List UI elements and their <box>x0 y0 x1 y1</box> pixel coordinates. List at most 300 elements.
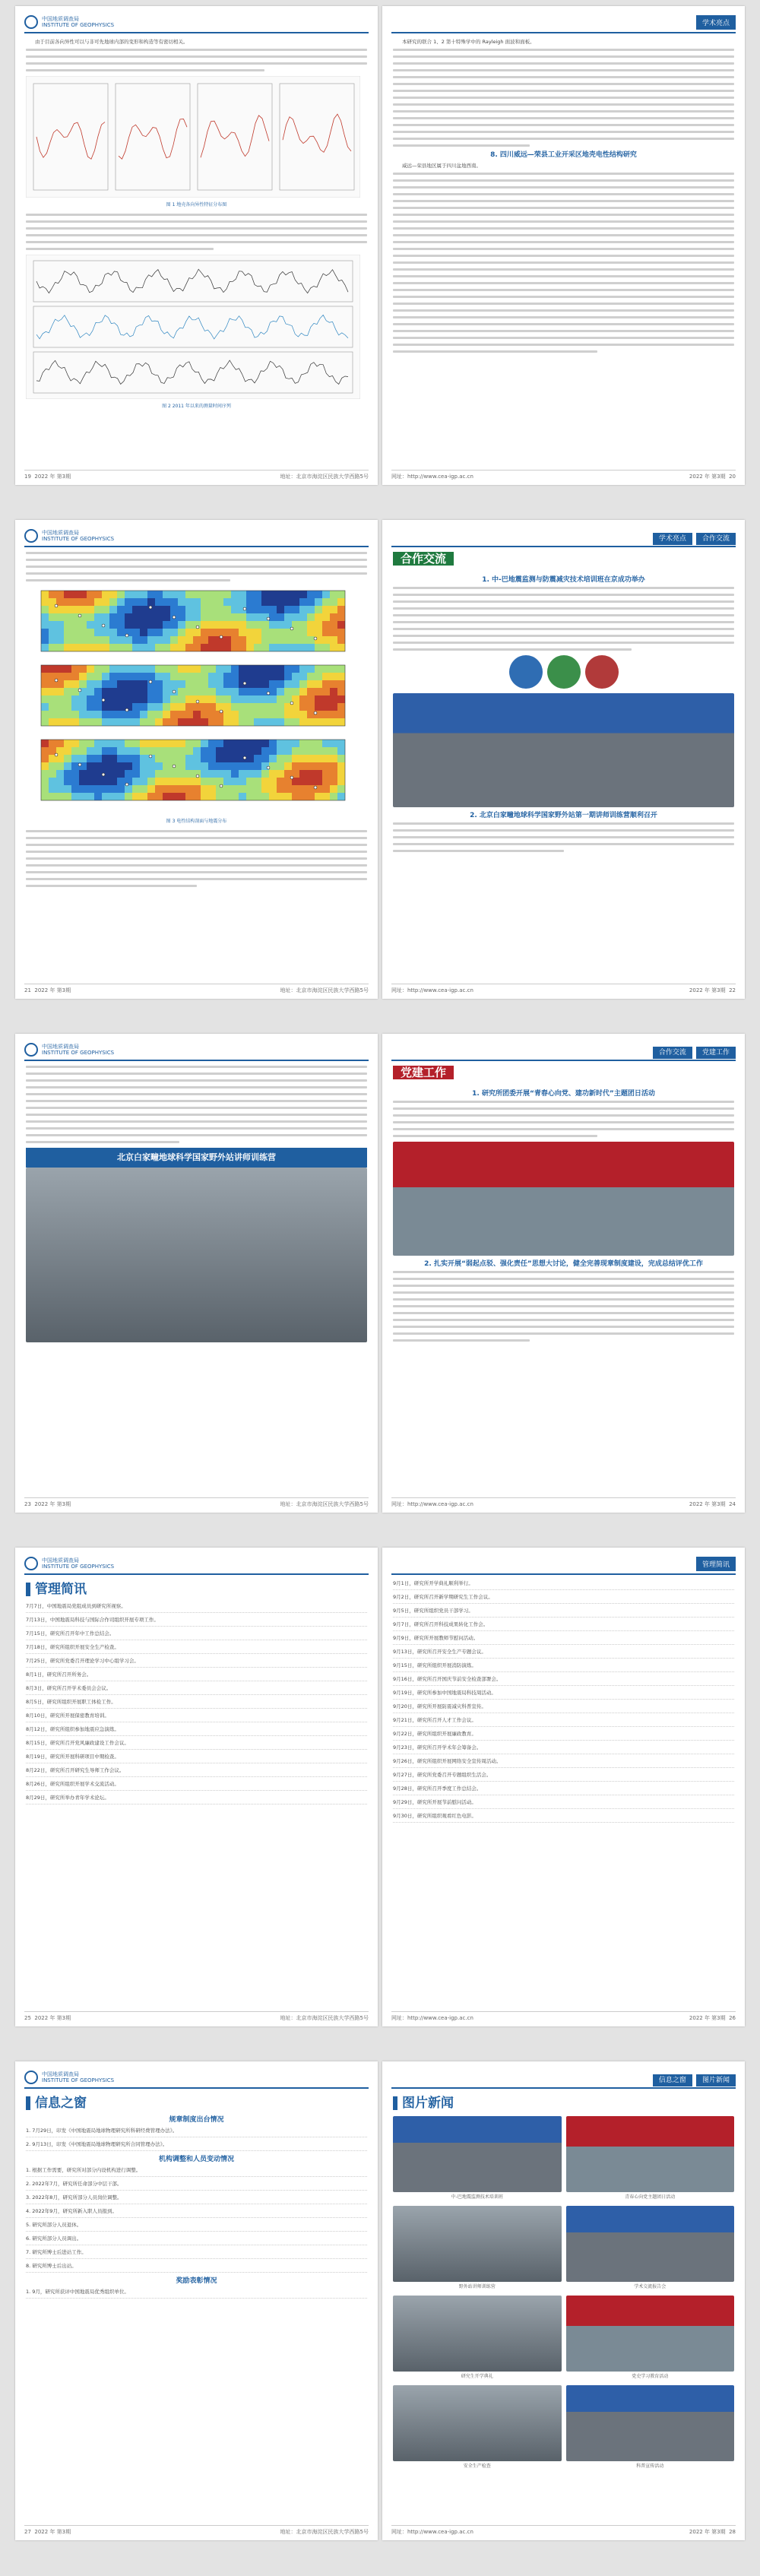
resistivity-cell <box>117 613 125 621</box>
page-footer: 27 2022 年 第3期 地址：北京市海淀区民族大学西路5号 <box>24 2525 369 2536</box>
resistivity-cell <box>269 711 277 718</box>
resistivity-cell <box>231 621 239 629</box>
resistivity-cell <box>87 778 94 785</box>
resistivity-cell <box>109 636 117 644</box>
resistivity-cell <box>79 621 87 629</box>
resistivity-cell <box>79 644 87 651</box>
resistivity-cell <box>155 755 163 762</box>
resistivity-cell <box>87 598 94 606</box>
resistivity-cell <box>79 680 87 688</box>
section-heading: 8. 四川威远—荣县工业开采区地壳电性结构研究 <box>490 151 637 159</box>
earthquake-marker <box>290 776 293 779</box>
resistivity-cell <box>299 680 307 688</box>
page-20 <box>382 6 745 485</box>
resistivity-cell <box>79 695 87 703</box>
resistivity-cell <box>102 665 109 673</box>
page-footer: 25 2022 年 第3期 地址：北京市海淀区民族大学西路5号 <box>24 2011 369 2022</box>
management-news-item: 7月15日，研究所召开年中工作总结会。 <box>26 1630 367 1640</box>
resistivity-cell <box>277 711 284 718</box>
award-item: 1. 9月，研究所获评中国地震局优秀组织单位。 <box>26 2288 367 2299</box>
resistivity-cell <box>79 747 87 755</box>
training-group-photo <box>26 1168 367 1342</box>
resistivity-cell <box>155 770 163 778</box>
resistivity-cell <box>87 703 94 711</box>
logo-en: INSTITUTE OF GEOPHYSICS <box>42 1564 115 1570</box>
resistivity-cell <box>223 673 231 680</box>
resistivity-cell <box>201 636 208 644</box>
resistivity-cell <box>277 747 284 755</box>
resistivity-cell <box>322 711 330 718</box>
resistivity-cell <box>254 644 261 651</box>
resistivity-cell <box>163 762 170 770</box>
resistivity-cell <box>223 688 231 695</box>
resistivity-cell <box>246 644 254 651</box>
resistivity-cell <box>223 711 231 718</box>
resistivity-cell <box>216 673 223 680</box>
resistivity-cell <box>132 621 140 629</box>
resistivity-cell <box>322 680 330 688</box>
resistivity-cell <box>269 785 277 793</box>
resistivity-cell <box>64 644 71 651</box>
resistivity-cell <box>307 793 315 800</box>
news-1-title: 1. 中-巴地震监测与防震减灾技术培训班在京成功举办 <box>482 576 645 584</box>
resistivity-cell <box>49 785 56 793</box>
resistivity-cell <box>254 740 261 747</box>
resistivity-cell <box>87 688 94 695</box>
resistivity-cell <box>201 688 208 695</box>
resistivity-cell <box>102 762 109 770</box>
logo-en: INSTITUTE OF GEOPHYSICS <box>42 22 115 28</box>
resistivity-cell <box>71 606 79 613</box>
resistivity-cell <box>170 740 178 747</box>
resistivity-cell <box>147 621 155 629</box>
resistivity-cell <box>125 621 132 629</box>
earthquake-marker <box>290 702 293 705</box>
resistivity-cell <box>140 598 147 606</box>
section-tag-party: 党建工作 <box>696 1047 736 1059</box>
resistivity-cell <box>140 673 147 680</box>
resistivity-cell <box>132 793 140 800</box>
resistivity-cell <box>140 755 147 762</box>
resistivity-cell <box>208 688 216 695</box>
resistivity-cell <box>155 591 163 598</box>
resistivity-cell <box>64 785 71 793</box>
resistivity-cell <box>299 703 307 711</box>
resistivity-cell <box>163 740 170 747</box>
resistivity-cell <box>216 718 223 726</box>
resistivity-cell <box>87 606 94 613</box>
resistivity-cell <box>102 740 109 747</box>
resistivity-cell <box>261 778 269 785</box>
resistivity-cell <box>201 747 208 755</box>
figure-1-anisotropy-plot <box>26 76 360 198</box>
resistivity-cell <box>170 711 178 718</box>
resistivity-cell <box>193 636 201 644</box>
management-news-item: 8月19日，研究所开展科研项目中期检查。 <box>26 1753 367 1763</box>
resistivity-cell <box>125 644 132 651</box>
resistivity-cell <box>125 740 132 747</box>
resistivity-cell <box>117 680 125 688</box>
resistivity-cell <box>299 613 307 621</box>
resistivity-cell <box>261 680 269 688</box>
resistivity-cell <box>87 793 94 800</box>
resistivity-cell <box>79 785 87 793</box>
logo-cn: 中国地质调查局 <box>42 2071 79 2077</box>
resistivity-cell <box>261 793 269 800</box>
resistivity-cell <box>208 740 216 747</box>
management-news-list <box>26 1602 367 1804</box>
resistivity-cell <box>254 695 261 703</box>
resistivity-cell <box>109 688 117 695</box>
resistivity-cell <box>64 740 71 747</box>
resistivity-cell <box>125 755 132 762</box>
resistivity-cell <box>246 793 254 800</box>
resistivity-cell <box>254 703 261 711</box>
resistivity-cell <box>185 762 193 770</box>
management-news-item: 7月13日，中国地震局科技与国际合作司组织开展专项工作。 <box>26 1616 367 1627</box>
page-21 <box>15 520 378 999</box>
resistivity-cell <box>337 613 345 621</box>
page-27 <box>15 2061 378 2540</box>
management-news-item: 9月23日，研究所召开学术年会筹备会。 <box>393 1744 734 1754</box>
resistivity-cell <box>223 762 231 770</box>
resistivity-cell <box>337 785 345 793</box>
earthquake-marker <box>314 711 317 714</box>
resistivity-cell <box>223 703 231 711</box>
resistivity-cell <box>223 770 231 778</box>
resistivity-cell <box>64 606 71 613</box>
resistivity-cell <box>64 629 71 636</box>
resistivity-cell <box>56 688 64 695</box>
partner-logo-icon <box>509 655 543 689</box>
resistivity-cell <box>193 644 201 651</box>
resistivity-cell <box>284 785 292 793</box>
resistivity-cell <box>155 644 163 651</box>
resistivity-cell <box>163 613 170 621</box>
resistivity-cell <box>315 695 322 703</box>
management-news-item: 9月26日，研究所组织开展网络安全宣传周活动。 <box>393 1757 734 1768</box>
resistivity-cell <box>231 793 239 800</box>
resistivity-cell <box>170 629 178 636</box>
resistivity-cell <box>163 718 170 726</box>
photo-grid <box>393 2116 734 2470</box>
resistivity-cell <box>216 688 223 695</box>
resistivity-cell <box>330 703 337 711</box>
resistivity-cell <box>109 673 117 680</box>
resistivity-cell <box>109 747 117 755</box>
resistivity-cell <box>231 644 239 651</box>
earthquake-marker <box>125 783 128 786</box>
resistivity-cell <box>246 695 254 703</box>
resistivity-cell <box>87 644 94 651</box>
resistivity-cell <box>109 711 117 718</box>
resistivity-cell <box>79 793 87 800</box>
resistivity-cell <box>163 629 170 636</box>
resistivity-cell <box>41 598 49 606</box>
resistivity-cell <box>102 793 109 800</box>
resistivity-cell <box>185 711 193 718</box>
resistivity-cell <box>147 591 155 598</box>
resistivity-cell <box>284 665 292 673</box>
resistivity-cell <box>94 688 102 695</box>
resistivity-cell <box>277 629 284 636</box>
resistivity-cell <box>315 703 322 711</box>
resistivity-cell <box>337 591 345 598</box>
page-footer: 网址：http://www.cea-igp.ac.cn 2022 年 第3期 20 <box>391 470 736 480</box>
resistivity-cell <box>94 613 102 621</box>
resistivity-cell <box>269 688 277 695</box>
resistivity-cell <box>109 629 117 636</box>
resistivity-cell <box>178 770 185 778</box>
resistivity-cell <box>49 793 56 800</box>
resistivity-cell <box>223 636 231 644</box>
resistivity-cell <box>125 636 132 644</box>
resistivity-cell <box>201 740 208 747</box>
resistivity-cell <box>155 703 163 711</box>
resistivity-cell <box>216 755 223 762</box>
resistivity-cell <box>201 665 208 673</box>
resistivity-cell <box>216 644 223 651</box>
resistivity-cell <box>261 673 269 680</box>
rules-heading: 规章制度出台情况 <box>169 2116 224 2124</box>
resistivity-cell <box>277 606 284 613</box>
resistivity-cell <box>132 673 140 680</box>
resistivity-cell <box>94 778 102 785</box>
resistivity-cell <box>208 718 216 726</box>
resistivity-cell <box>239 695 246 703</box>
resistivity-cell <box>322 598 330 606</box>
resistivity-cell <box>315 621 322 629</box>
resistivity-cell <box>163 703 170 711</box>
resistivity-cell <box>94 680 102 688</box>
resistivity-cell <box>94 718 102 726</box>
resistivity-cell <box>155 629 163 636</box>
resistivity-cell <box>94 695 102 703</box>
text-block <box>26 214 367 250</box>
resistivity-cell <box>178 762 185 770</box>
resistivity-cell <box>201 598 208 606</box>
resistivity-cell <box>269 680 277 688</box>
resistivity-cell <box>239 770 246 778</box>
page-footer: 23 2022 年 第3期 地址：北京市海淀区民族大学西路5号 <box>24 1497 369 1508</box>
resistivity-cell <box>140 770 147 778</box>
page-header <box>24 12 369 33</box>
resistivity-cell <box>147 793 155 800</box>
resistivity-cell <box>322 621 330 629</box>
resistivity-cell <box>132 711 140 718</box>
resistivity-cell <box>140 711 147 718</box>
resistivity-cell <box>178 644 185 651</box>
resistivity-cell <box>337 740 345 747</box>
resistivity-cell <box>254 673 261 680</box>
resistivity-cell <box>41 762 49 770</box>
resistivity-cell <box>56 770 64 778</box>
resistivity-cell <box>117 747 125 755</box>
resistivity-cell <box>87 755 94 762</box>
resistivity-cell <box>109 591 117 598</box>
resistivity-cell <box>292 740 299 747</box>
earthquake-marker <box>243 607 246 610</box>
page-23 <box>15 1034 378 1513</box>
resistivity-cell <box>231 598 239 606</box>
page-header <box>391 1554 736 1575</box>
change-item: 7. 研究所博士后进站工作。 <box>26 2248 367 2259</box>
resistivity-cell <box>277 740 284 747</box>
resistivity-cell <box>231 778 239 785</box>
earthquake-marker <box>267 617 270 620</box>
resistivity-cell <box>193 688 201 695</box>
resistivity-cell <box>315 598 322 606</box>
resistivity-cell <box>87 785 94 793</box>
resistivity-cell <box>208 770 216 778</box>
resistivity-cell <box>231 711 239 718</box>
resistivity-cell <box>315 606 322 613</box>
resistivity-cell <box>330 680 337 688</box>
resistivity-cell <box>284 740 292 747</box>
earthquake-marker <box>314 637 317 640</box>
text-block <box>393 173 734 353</box>
logo-cn: 中国地质调查局 <box>42 1557 79 1564</box>
resistivity-cell <box>185 778 193 785</box>
resistivity-cell <box>216 629 223 636</box>
resistivity-cell <box>330 755 337 762</box>
resistivity-cell <box>277 613 284 621</box>
resistivity-cell <box>125 747 132 755</box>
resistivity-cell <box>261 718 269 726</box>
page-footer: 网址：http://www.cea-igp.ac.cn 2022 年 第3期 22 <box>391 984 736 994</box>
resistivity-cell <box>87 591 94 598</box>
resistivity-cell <box>330 606 337 613</box>
photo-caption: 野外站讲师训练营 <box>458 2284 496 2289</box>
resistivity-cell <box>231 680 239 688</box>
rules-list <box>26 2127 367 2151</box>
resistivity-cell <box>261 629 269 636</box>
earthquake-marker <box>55 753 58 756</box>
section-tag-academic: 学术亮点 <box>696 15 736 30</box>
resistivity-cell <box>208 747 216 755</box>
resistivity-cell <box>223 665 231 673</box>
training-banner: 北京白家疃地球科学国家野外站讲师训练营 <box>26 1148 367 1168</box>
resistivity-cell <box>216 665 223 673</box>
earthquake-marker <box>78 763 81 766</box>
resistivity-cell <box>299 695 307 703</box>
resistivity-cell <box>208 695 216 703</box>
resistivity-cell <box>277 621 284 629</box>
management-news-item: 8月3日，研究所召开学术委员会会议。 <box>26 1684 367 1695</box>
resistivity-cell <box>322 665 330 673</box>
resistivity-cell <box>292 718 299 726</box>
management-news-item: 8月15日，研究所召开党风廉政建设工作会议。 <box>26 1739 367 1750</box>
earthquake-marker <box>78 614 81 617</box>
photo-caption: 研究生开学典礼 <box>461 2374 493 2379</box>
awards-list <box>26 2288 367 2299</box>
resistivity-cell <box>277 591 284 598</box>
news-photo <box>393 2116 562 2192</box>
resistivity-cell <box>170 591 178 598</box>
resistivity-cell <box>307 606 315 613</box>
page-header <box>391 12 736 33</box>
resistivity-cell <box>170 747 178 755</box>
section-paragraph: 威远—荣县地区属于四川盆地西南。 <box>402 163 481 169</box>
resistivity-cell <box>193 665 201 673</box>
management-news-item: 9月30日，研究所组织观看红色电影。 <box>393 1812 734 1823</box>
resistivity-cell <box>41 793 49 800</box>
resistivity-cell <box>170 598 178 606</box>
resistivity-cell <box>292 636 299 644</box>
resistivity-cell <box>193 793 201 800</box>
resistivity-cell <box>239 740 246 747</box>
resistivity-cell <box>269 629 277 636</box>
resistivity-cell <box>109 755 117 762</box>
resistivity-cell <box>231 740 239 747</box>
resistivity-cell <box>239 613 246 621</box>
resistivity-cell <box>322 606 330 613</box>
resistivity-cell <box>102 591 109 598</box>
resistivity-cell <box>140 636 147 644</box>
resistivity-cell <box>307 703 315 711</box>
resistivity-cell <box>132 747 140 755</box>
resistivity-cell <box>284 680 292 688</box>
resistivity-cell <box>94 762 102 770</box>
earthquake-marker <box>125 634 128 637</box>
resistivity-cell <box>292 680 299 688</box>
resistivity-cell <box>132 770 140 778</box>
resistivity-cell <box>193 718 201 726</box>
resistivity-cell <box>170 703 178 711</box>
photo-news-item <box>566 2385 735 2470</box>
resistivity-cell <box>71 762 79 770</box>
text-block <box>26 1066 367 1143</box>
figure-2-caption: 图 2 2011 年以来的测量时间序列 <box>162 404 231 409</box>
resistivity-cell <box>239 673 246 680</box>
resistivity-cell <box>155 606 163 613</box>
resistivity-cell <box>299 785 307 793</box>
resistivity-cell <box>163 598 170 606</box>
resistivity-cell <box>261 621 269 629</box>
text-block <box>26 552 367 581</box>
resistivity-cell <box>185 755 193 762</box>
resistivity-cell <box>277 785 284 793</box>
resistivity-cell <box>117 606 125 613</box>
resistivity-cell <box>117 755 125 762</box>
resistivity-cell <box>292 606 299 613</box>
resistivity-cell <box>322 703 330 711</box>
resistivity-cell <box>125 598 132 606</box>
resistivity-cell <box>208 591 216 598</box>
resistivity-cell <box>71 703 79 711</box>
resistivity-cell <box>109 703 117 711</box>
resistivity-cell <box>94 606 102 613</box>
earthquake-marker <box>102 773 105 776</box>
page-24 <box>382 1034 745 1513</box>
section-tag-exchange: 合作交流 <box>653 1047 692 1059</box>
resistivity-cell <box>337 770 345 778</box>
resistivity-cell <box>147 703 155 711</box>
resistivity-cell <box>178 636 185 644</box>
resistivity-cell <box>178 695 185 703</box>
resistivity-cell <box>71 673 79 680</box>
earthquake-marker <box>196 700 199 703</box>
resistivity-cell <box>201 680 208 688</box>
resistivity-cell <box>178 665 185 673</box>
resistivity-cell <box>307 762 315 770</box>
resistivity-cell <box>163 793 170 800</box>
resistivity-cell <box>147 718 155 726</box>
resistivity-cell <box>292 747 299 755</box>
resistivity-cell <box>49 695 56 703</box>
resistivity-cell <box>307 591 315 598</box>
resistivity-cell <box>185 673 193 680</box>
